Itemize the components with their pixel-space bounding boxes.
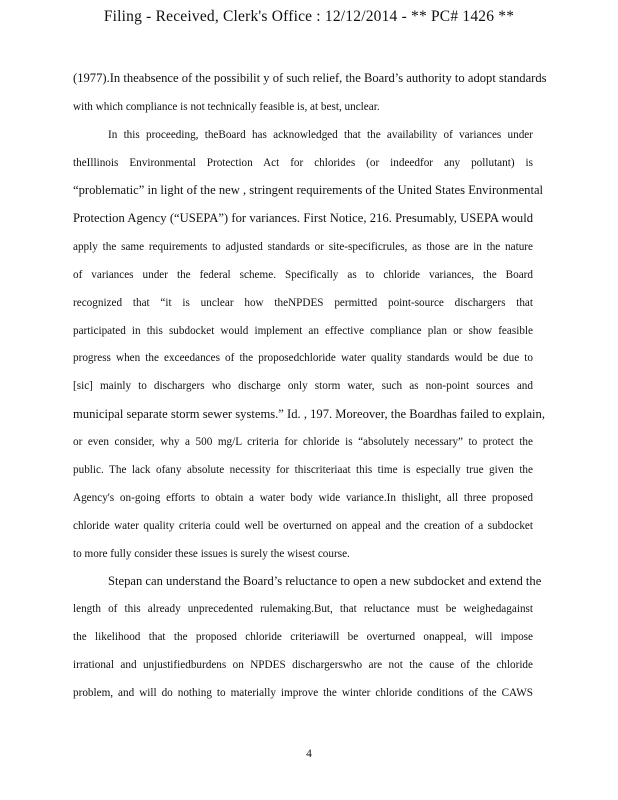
text-line: recognized that “it is unclear how theNPDES permitted point-source dischargers that bbox=[73, 297, 533, 309]
text-line: the likelihood that the proposed chloride criteriawill be overturned onappeal, will impose bbox=[73, 631, 533, 643]
text-line: participated in this subdocket would implement an effective compliance plan or show feasible bbox=[73, 325, 533, 337]
text-line: [sic] mainly to dischargers who discharge only storm water, such as non-point sources and bbox=[73, 380, 533, 392]
text-line: of variances under the federal scheme. Specifically as to chloride variances, the Board bbox=[73, 269, 533, 281]
text-line: public. The lack ofany absolute necessity for thiscriteriaat this time is especially true given the bbox=[73, 464, 533, 476]
text-line: to more fully consider these issues is surely the wisest course. bbox=[73, 548, 350, 560]
text-line: theIllinois Environmental Protection Act for chlorides (or indeedfor any pollutant) is bbox=[73, 157, 533, 169]
text-line: Stepan can understand the Board’s reluctance to open a new subdocket and extend the bbox=[108, 574, 542, 588]
text-line: Protection Agency (“USEPA”) for variances. First Notice, 216. Presumably, USEPA would bbox=[73, 211, 533, 225]
text-line: chloride water quality criteria could well be overturned on appeal and the creation of a subdocket bbox=[73, 520, 533, 532]
text-line: In this proceeding, theBoard has acknowledged that the availability of variances under bbox=[108, 129, 533, 141]
text-line: with which compliance is not technically feasible is, at best, unclear. bbox=[73, 101, 380, 113]
text-line: irrational and unjustifiedburdens on NPDES dischargerswho are not the cause of the chloride bbox=[73, 659, 533, 671]
text-line: progress when the exceedances of the proposedchloride water quality standards would be due to bbox=[73, 352, 533, 364]
text-line: municipal separate storm sewer systems.” Id. , 197. Moreover, the Boardhas failed to explain, bbox=[73, 407, 545, 421]
text-line: or even consider, why a 500 mg/L criteria for chloride is “absolutely necessary” to protect the bbox=[73, 436, 533, 448]
page-number: 4 bbox=[306, 748, 312, 760]
text-line: length of this already unprecedented rulemaking.But, that reluctance must be weighedagainst bbox=[73, 603, 533, 615]
text-line: “problematic” in light of the new , stringent requirements of the United States Environmental bbox=[73, 183, 544, 197]
text-line: (1977).In theabsence of the possibilit y of such relief, the Board’s authority to adopt standards bbox=[73, 71, 547, 85]
text-line: problem, and will do nothing to materially improve the winter chloride conditions of the CAWS bbox=[73, 687, 533, 699]
text-line: apply the same requirements to adjusted standards or site-specificrules, as those are in the nature bbox=[73, 241, 533, 253]
text-line: Agency's on-going efforts to obtain a water body wide variance.In thislight, all three proposed bbox=[73, 492, 533, 504]
filing-stamp-header: Filing - Received, Clerk's Office : 12/12/2014 - ** PC# 1426 ** bbox=[103, 8, 515, 25]
